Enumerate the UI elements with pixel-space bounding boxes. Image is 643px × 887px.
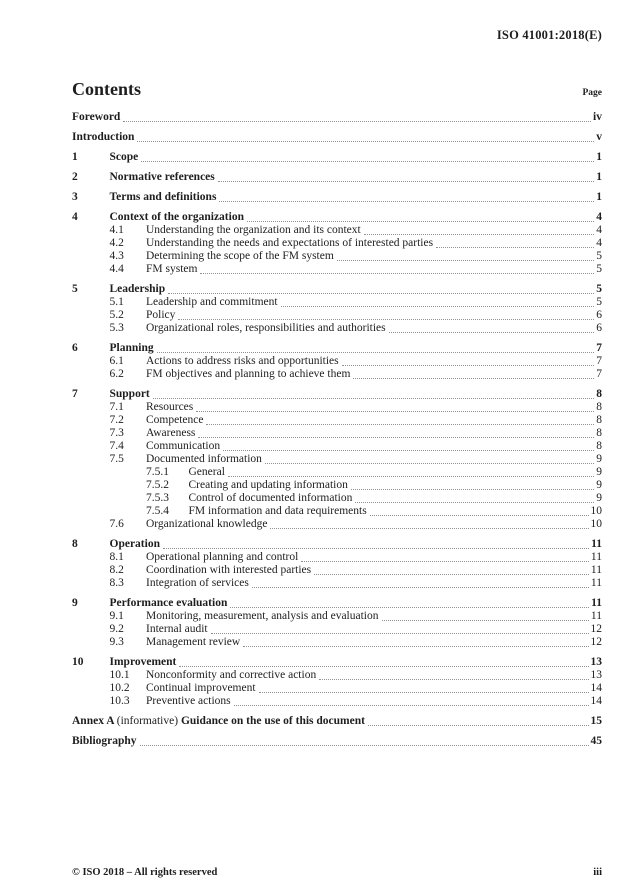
entry-title: Integration of services [146,577,249,589]
entry-number: 2 [72,171,78,183]
entry-page-number: 12 [590,636,602,648]
dot-leader [382,619,589,621]
entry-page-number: 8 [596,414,602,426]
dot-leader [219,200,594,202]
entry-page-number: 4 [596,224,602,236]
toc-entry [72,453,602,466]
entry-number: 7.1 [109,401,124,413]
entry-title: FM system [146,263,198,275]
entry-page-number: 14 [590,695,602,707]
entry-page-number: 11 [590,551,602,563]
entry-title: FM information and data requirements [188,505,367,517]
entry-number: 4.4 [109,263,124,275]
dot-leader [234,704,589,706]
entry-title: Terms and definitions [109,191,217,203]
entry-number: 9 [72,597,78,609]
toc-entry [72,466,602,479]
entry-page-number: 8 [596,388,602,400]
toc-entry [72,636,602,649]
entry-page-number: 11 [591,538,602,550]
entry-page-number: 4 [596,211,602,223]
dot-leader [218,180,594,182]
toc-entry [72,427,602,440]
entry-number: 7.4 [109,440,124,452]
entry-title: Organizational knowledge [146,518,268,530]
dot-leader [270,527,588,529]
entry-title: Resources [146,401,194,413]
entry-title: Documented information [146,453,262,465]
toc-entry [72,551,602,564]
entry-number: 6.2 [109,368,124,380]
dot-leader [200,272,594,274]
entry-page-number: 13 [590,656,602,668]
toc-entry [72,479,602,492]
entry-title: Bibliography [72,735,137,747]
dot-leader [319,678,588,680]
toc-entry [72,131,602,144]
entry-number: 5.2 [109,309,124,321]
dot-leader [281,305,595,307]
entry-page-number: 11 [590,610,602,622]
entry-page-number: 6 [596,309,602,321]
toc-entry [72,597,602,610]
entry-page-number: 7 [596,368,602,380]
entry-title: Continual improvement [146,682,256,694]
entry-number: 1 [72,151,78,163]
entry-number: 4.2 [109,237,124,249]
entry-number: 6.1 [109,355,124,367]
entry-title: Actions to address risks and opportunities [146,355,339,367]
entry-page-number: 6 [596,322,602,334]
dot-leader [211,632,589,634]
entry-title: Monitoring, measurement, analysis and evaluation [146,610,379,622]
entry-page-number: 9 [596,492,602,504]
entry-number: 3 [72,191,78,203]
dot-leader [157,351,595,353]
dot-leader [368,724,589,726]
toc-entry [72,505,602,518]
toc-entry [72,735,602,748]
entry-title: FM objectives and planning to achieve them [146,368,351,380]
entry-number: 7.5.3 [146,492,169,504]
entry-title: Leadership and commitment [146,296,278,308]
toc-entry [72,564,602,577]
contents-title: Contents [72,79,142,99]
contents-header [72,79,602,100]
toc-entry [72,237,602,250]
entry-title: Operation [109,538,160,550]
toc-entry [72,538,602,551]
footer-page-number: iii [593,867,602,878]
dot-leader [178,318,594,320]
entry-number: 4.3 [109,250,124,262]
entry-page-number: 15 [590,715,602,727]
entry-title: Communication [146,440,221,452]
dot-leader [247,220,594,222]
entry-title: Foreword [72,111,121,123]
entry-title: Preventive actions [146,695,231,707]
entry-number: 7.2 [109,414,124,426]
dot-leader [265,462,594,464]
toc-entry [72,309,602,322]
entry-number: 4.1 [109,224,124,236]
entry-number: 8.1 [109,551,124,563]
dot-leader [389,331,595,333]
entry-number: 10.3 [109,695,130,707]
toc-entry [72,577,602,590]
entry-title: Improvement [109,656,177,668]
toc-entry [72,695,602,708]
entry-title: Support [109,388,150,400]
entry-page-number: 11 [590,577,602,589]
toc-entry [72,296,602,309]
entry-title: Performance evaluation [109,597,228,609]
entry-title: Policy [146,309,176,321]
entry-number: 8 [72,538,78,550]
entry-page-number: 14 [590,682,602,694]
entry-page-number: 8 [596,440,602,452]
entry-title: Creating and updating information [188,479,348,491]
entry-number: 7 [72,388,78,400]
entry-title: Determining the scope of the FM system [146,250,334,262]
toc-entry [72,492,602,505]
dot-leader [436,246,594,248]
entry-page-number: 1 [596,191,602,203]
dot-leader [301,560,589,562]
dot-leader [342,364,595,366]
entry-number: 8.3 [109,577,124,589]
entry-number: 5.1 [109,296,124,308]
dot-leader [243,645,588,647]
entry-page-number: iv [593,111,602,123]
entry-number: 10.1 [109,669,130,681]
entry-page-number: 10 [590,518,602,530]
entry-number: 9.2 [109,623,124,635]
entry-title: General [188,466,225,478]
toc-list [72,111,602,748]
entry-title: Leadership [109,283,166,295]
dot-leader [206,423,594,425]
dot-leader [364,233,595,235]
entry-number: 7.3 [109,427,124,439]
dot-leader [337,259,594,261]
entry-number: 6 [72,342,78,354]
dot-leader [355,501,594,503]
entry-page-number: 5 [596,296,602,308]
entry-number: 7.5.2 [146,479,169,491]
entry-page-number: 5 [596,283,602,295]
entry-number: 7.5.1 [146,466,169,478]
toc-entry [72,171,602,184]
toc-entry [72,263,602,276]
entry-title: Normative references [109,171,215,183]
entry-title: Control of documented information [188,492,353,504]
entry-page-number: 5 [596,250,602,262]
toc-entry [72,656,602,669]
entry-page-number: 9 [596,466,602,478]
toc-entry [72,250,602,263]
dot-leader [123,120,591,122]
toc-entry [72,322,602,335]
dot-leader [196,410,594,412]
entry-number: 9.3 [109,636,124,648]
entry-title: Coordination with interested parties [146,564,312,576]
entry-title: Competence [146,414,204,426]
toc-entry [72,401,602,414]
entry-title: Introduction [72,131,135,143]
entry-number: 10 [72,656,84,668]
dot-leader [353,377,594,379]
entry-page-number: 12 [590,623,602,635]
toc-entry [72,111,602,124]
dot-leader [179,665,588,667]
toc-entry [72,669,602,682]
dot-leader [137,140,594,142]
footer [72,867,602,878]
entry-title: Awareness [146,427,196,439]
page-column-label: Page [582,88,602,98]
entry-number: 5.3 [109,322,124,334]
dot-leader [223,449,594,451]
entry-number: 8.2 [109,564,124,576]
entry-title: Scope [109,151,139,163]
entry-page-number: 1 [596,151,602,163]
entry-number: 5 [72,283,78,295]
entry-title: Management review [146,636,241,648]
dot-leader [168,292,594,294]
dot-leader [140,744,589,746]
entry-title: Context of the organization [109,211,244,223]
entry-page-number: 13 [590,669,602,681]
entry-page-number: 10 [590,505,602,517]
entry-page-number: v [596,131,602,143]
dot-leader [163,547,589,549]
toc-entry [72,355,602,368]
entry-page-number: 11 [590,564,602,576]
toc-entry [72,682,602,695]
entry-number: 10.2 [109,682,130,694]
entry-title: Operational planning and control [146,551,299,563]
dot-leader [259,691,589,693]
toc-entry [72,283,602,296]
dot-leader [153,397,594,399]
toc-entry [72,191,602,204]
entry-number: 7.5 [109,453,124,465]
dot-leader [230,606,589,608]
entry-title: Understanding the needs and expectations of interested parties [146,237,434,249]
toc-entry [72,224,602,237]
entry-title: Understanding the organization and its context [146,224,361,236]
entry-page-number: 9 [596,453,602,465]
toc-entry [72,623,602,636]
toc-entry [72,715,602,728]
dot-leader [252,586,589,588]
toc-entry [72,151,602,164]
entry-page-number: 9 [596,479,602,491]
entry-page-number: 45 [590,735,602,747]
dot-leader [314,573,589,575]
entry-page-number: 8 [596,427,602,439]
toc-entry [72,440,602,453]
document-reference: ISO 41001:2018(E) [496,28,602,42]
dot-leader [228,475,594,477]
entry-number: 9.1 [109,610,124,622]
toc-entry [72,211,602,224]
toc-entry [72,414,602,427]
entry-page-number: 8 [596,401,602,413]
toc-entry [72,368,602,381]
entry-page-number: 7 [596,355,602,367]
copyright-notice: © ISO 2018 – All rights reserved [72,867,218,878]
toc-entry [72,388,602,401]
entry-page-number: 1 [596,171,602,183]
dot-leader [351,488,594,490]
toc-entry [72,610,602,623]
entry-title: Internal audit [146,623,208,635]
entry-page-number: 7 [596,342,602,354]
toc-entry [72,342,602,355]
entry-number: 7.6 [109,518,124,530]
entry-page-number: 4 [596,237,602,249]
entry-title: Planning [109,342,154,354]
dot-leader [370,514,589,516]
toc-entry [72,518,602,531]
entry-number: 4 [72,211,78,223]
entry-number: 7.5.4 [146,505,169,517]
entry-title: Annex A (informative) Guidance on the use of this document [72,715,365,727]
entry-title: Organizational roles, responsibilities and authorities [146,322,386,334]
entry-page-number: 11 [591,597,602,609]
dot-leader [198,436,594,438]
dot-leader [141,160,594,162]
entry-title: Nonconformity and corrective action [146,669,317,681]
entry-page-number: 5 [596,263,602,275]
